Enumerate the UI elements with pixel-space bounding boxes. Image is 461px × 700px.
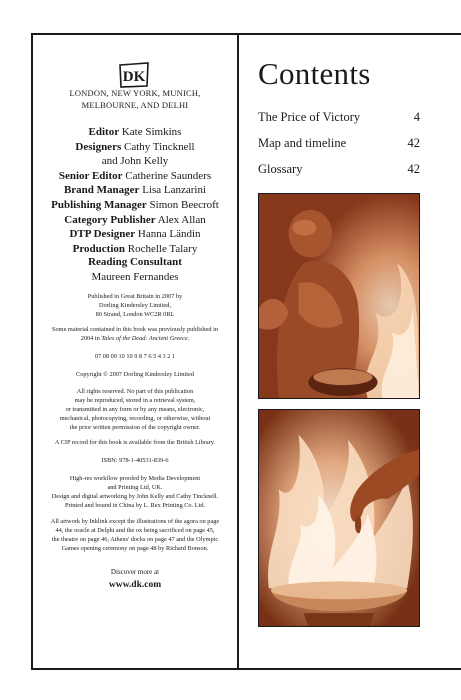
reading-consultant — [34, 255, 236, 284]
credit-dtp-designer: DTP Designer Hanna Ländin — [69, 228, 201, 241]
credit-editor: Editor Kate Simkins — [88, 126, 182, 138]
toc-label: Map and timeline — [258, 136, 347, 150]
toc-label: The Price of Victory — [258, 110, 361, 124]
credit-production: Production Rochelle Talary — [72, 242, 198, 255]
previous-publication: Some material contained in this book was previously published in 2004 in Tales of the Dead: Ancient Greece. — [52, 326, 218, 342]
print-numbers: 07 08 09 10 10 9 8 7 6 5 4 3 2 1 — [94, 353, 176, 360]
credits-list — [34, 125, 236, 256]
toc-item[interactable] — [258, 110, 420, 125]
reading-role: Reading Consultant — [88, 256, 182, 268]
reading-name: Maureen Fernandes — [91, 270, 179, 283]
illustration-hand-over-flames — [258, 409, 420, 627]
publication-info: Published in Great Britain in 2007 by Dorling Kindersley Limited, 80 Strand, London WC2R 0RL — [87, 293, 183, 318]
cip-record: A CIP record for this book is available from the British Library. — [54, 439, 216, 446]
rights-notice: All rights reserved. No part of this publication may be reproduced, stored in a retrieval system, or transmitted in any form or by any means, electronic, mechanical, photocopying, recording, or otherwise, without the prior written permission of the copyright owner. — [59, 388, 211, 431]
isbn: ISBN: 978-1-40531-839-6 — [101, 457, 169, 464]
credit-brand-manager: Brand Manager Lisa Lanzarini — [63, 184, 207, 197]
website-link[interactable]: www.dk.com — [108, 580, 162, 590]
credit-designers: Designers Cathy Tincknell — [75, 140, 195, 153]
publisher-cities — [34, 87, 236, 111]
credit-designers-cont: and John Kelly — [101, 155, 169, 168]
toc-item[interactable] — [258, 136, 420, 151]
toc-page: 4 — [413, 110, 420, 124]
toc-page: 42 — [407, 162, 420, 176]
toc-label: Glossary — [258, 162, 303, 176]
copyright-line: Copyright © 2007 Dorling Kindersley Limited — [76, 371, 194, 378]
artwork-credits: All artwork by Inklink except the illustrations of the agora on page 44, the oracle at Delphi and the ox being sacrificed on page 45, the theatre on page 46, Athens' docks on page 47 and the Olympic Games opening ceremony on page 48 by Richard Bonson. — [50, 518, 220, 552]
credit-senior-editor: Senior Editor Catherine Saunders — [58, 169, 212, 182]
contents-title: Contents — [258, 56, 371, 91]
dk-logo — [118, 62, 150, 88]
toc-item[interactable] — [258, 162, 420, 177]
credit-category-publisher: Category Publisher Alex Allan — [64, 213, 206, 226]
credit-publishing-manager: Publishing Manager Simon Beecroft — [51, 198, 219, 211]
cities-line: MELBOURNE, AND DELHI — [81, 100, 189, 110]
cities-line: LONDON, NEW YORK, MUNICH, — [69, 88, 201, 98]
discover-more: Discover more at — [110, 568, 160, 576]
toc-page: 42 — [407, 136, 420, 150]
production-notes: High-res workflow proofed by Media Development and Printing Ltd, UK. Design and digital artworking by John Kelly and Cathy Tincknell. Printed and bound in China by L. Rex Printing Co. Ltd. — [51, 475, 219, 509]
illustration-man-by-fire — [258, 193, 420, 399]
logo-text: DK — [122, 69, 146, 85]
